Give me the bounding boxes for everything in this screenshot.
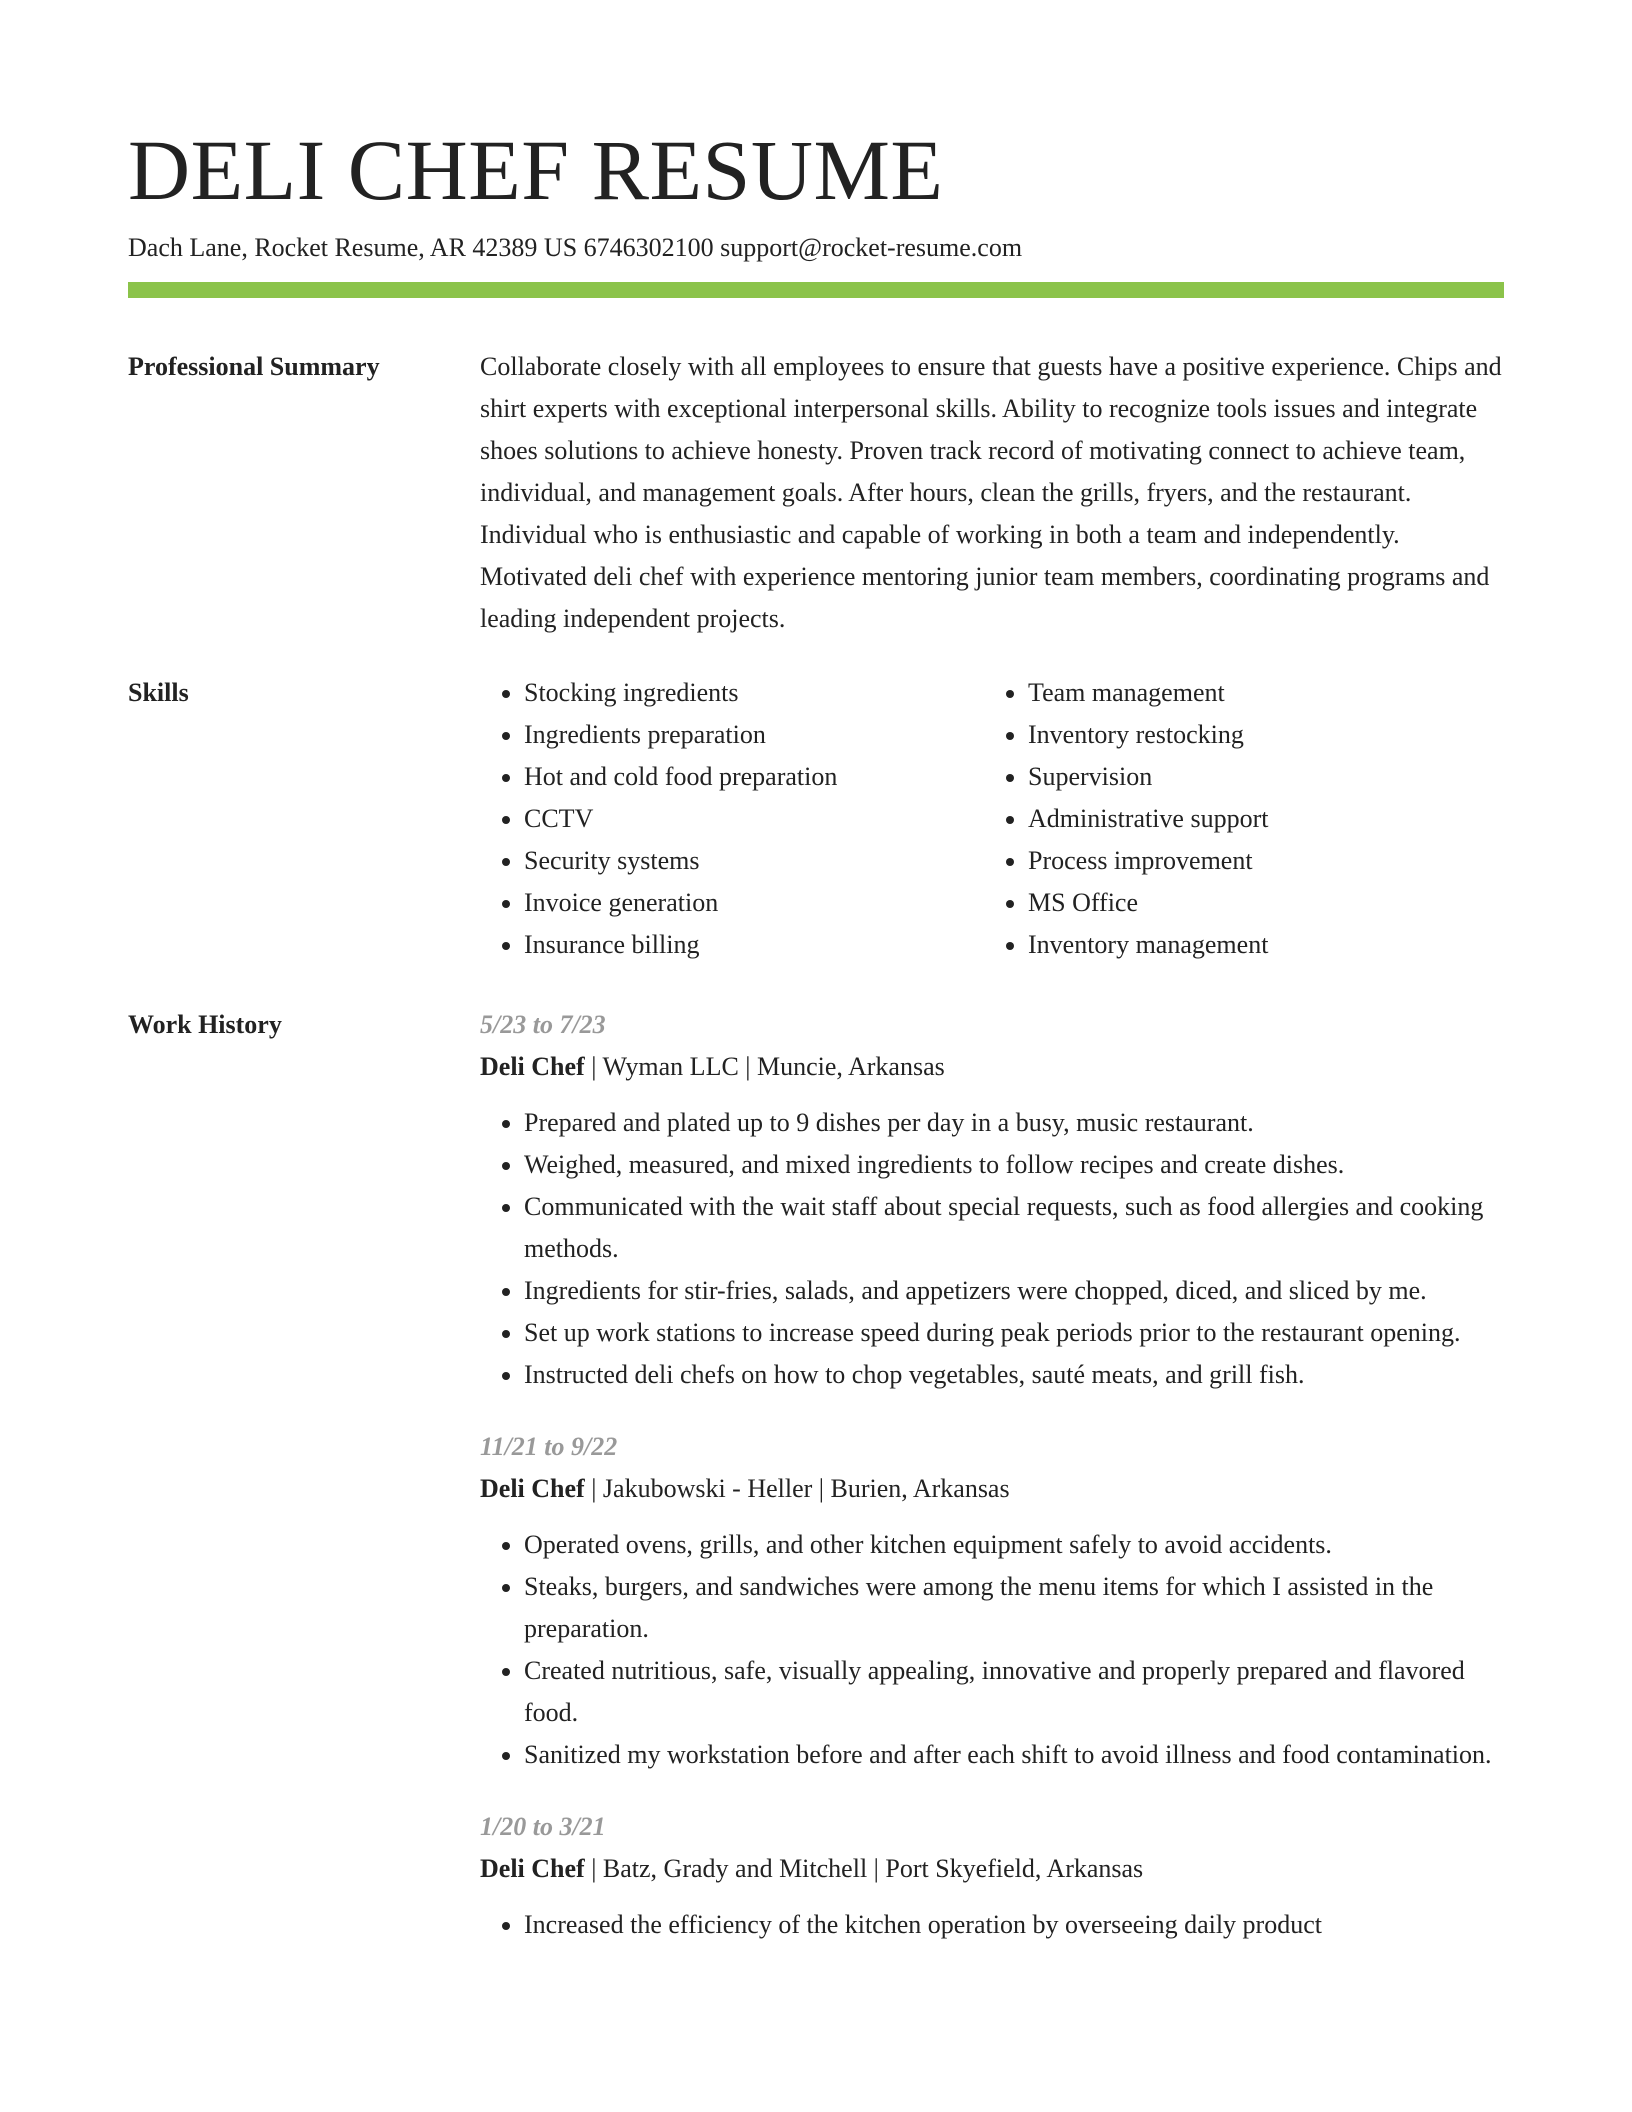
job-bullet: • Increased the efficiency of the kitchen operation by overseeing daily product: [524, 1904, 1504, 1946]
skills-list-column-1: [480, 672, 984, 966]
job-dates: 1/20 to 3/21: [480, 1812, 606, 1841]
job-header: [480, 1046, 1504, 1088]
skill-item: • Invoice generation: [524, 882, 984, 924]
resume-page: [128, 122, 1504, 1976]
job-entry: [480, 1004, 1504, 1396]
skill-item: • Stocking ingredients: [524, 672, 984, 714]
job-bullet: • Prepared and plated up to 9 dishes per day in a busy, music restaurant.: [524, 1102, 1504, 1144]
skill-item: • Supervision: [1028, 756, 1488, 798]
job-bullet: • Ingredients for stir-fries, salads, and appetizers were chopped, diced, and sliced by me.: [524, 1270, 1504, 1312]
skill-item: • Insurance billing: [524, 924, 984, 966]
skills-section: [128, 672, 1504, 966]
resume-title: DELI CHEF RESUME: [128, 122, 944, 218]
job-bullet: • Steaks, burgers, and sandwiches were among the menu items for which I assisted in the preparation.: [524, 1566, 1504, 1650]
work-history-section: [128, 1004, 1504, 1976]
job-details: | Wyman LLC | Muncie, Arkansas: [584, 1052, 945, 1081]
summary-text: Collaborate closely with all employees to ensure that guests have a positive experience. Chips and shirt experts with exceptional interpersonal skills. Ability to recognize tools issues and integrate shoes solutions to achieve honesty. Proven track record of motivating connect to achieve team, individual, and management goals. After hours, clean the grills, fryers, and the restaurant. Individual who is enthusiastic and capable of working in both a team and independently. Motivated deli chef with experience mentoring junior team members, coordinating programs and leading independent projects.: [480, 352, 1502, 633]
skill-item: • Inventory restocking: [1028, 714, 1488, 756]
skill-item: • Inventory management: [1028, 924, 1488, 966]
job-title: Deli Chef: [480, 1052, 585, 1081]
job-entry: [480, 1426, 1504, 1776]
job-bullet: • Instructed deli chefs on how to chop vegetables, sauté meats, and grill fish.: [524, 1354, 1504, 1396]
skill-item: • Security systems: [524, 840, 984, 882]
summary-section: [128, 346, 1504, 640]
skill-item: • Hot and cold food preparation: [524, 756, 984, 798]
summary-heading: Professional Summary: [128, 352, 380, 381]
skills-list-column-2: [984, 672, 1488, 966]
skill-item: • CCTV: [524, 798, 984, 840]
skill-item: • Ingredients preparation: [524, 714, 984, 756]
skills-heading: Skills: [128, 678, 189, 707]
job-bullet: • Operated ovens, grills, and other kitchen equipment safely to avoid accidents.: [524, 1524, 1504, 1566]
job-bullets: [480, 1102, 1504, 1396]
job-bullet: • Set up work stations to increase speed during peak periods prior to the restaurant opening.: [524, 1312, 1504, 1354]
skill-item: • Process improvement: [1028, 840, 1488, 882]
job-bullet: • Created nutritious, safe, visually appealing, innovative and properly prepared and flavored food.: [524, 1650, 1504, 1734]
job-bullet: • Sanitized my workstation before and after each shift to avoid illness and food contamination.: [524, 1734, 1504, 1776]
header-divider: [128, 282, 1504, 298]
job-dates: 5/23 to 7/23: [480, 1010, 606, 1039]
job-bullet: • Communicated with the wait staff about special requests, such as food allergies and cooking methods.: [524, 1186, 1504, 1270]
skill-item: • MS Office: [1028, 882, 1488, 924]
work-history-heading: Work History: [128, 1010, 282, 1039]
job-bullets: [480, 1904, 1504, 1946]
contact-info: Dach Lane, Rocket Resume, AR 42389 US 6746302100 support@rocket-resume.com: [128, 233, 1023, 262]
job-dates: 11/21 to 9/22: [480, 1432, 618, 1461]
job-entry: [480, 1806, 1504, 1946]
job-header: [480, 1848, 1504, 1890]
job-title: Deli Chef: [480, 1854, 585, 1883]
job-details: | Batz, Grady and Mitchell | Port Skyefield, Arkansas: [584, 1854, 1144, 1883]
job-details: | Jakubowski - Heller | Burien, Arkansas: [584, 1474, 1010, 1503]
job-bullet: • Weighed, measured, and mixed ingredients to follow recipes and create dishes.: [524, 1144, 1504, 1186]
skill-item: • Team management: [1028, 672, 1488, 714]
skill-item: • Administrative support: [1028, 798, 1488, 840]
job-title: Deli Chef: [480, 1474, 585, 1503]
job-header: [480, 1468, 1504, 1510]
job-bullets: [480, 1524, 1504, 1776]
